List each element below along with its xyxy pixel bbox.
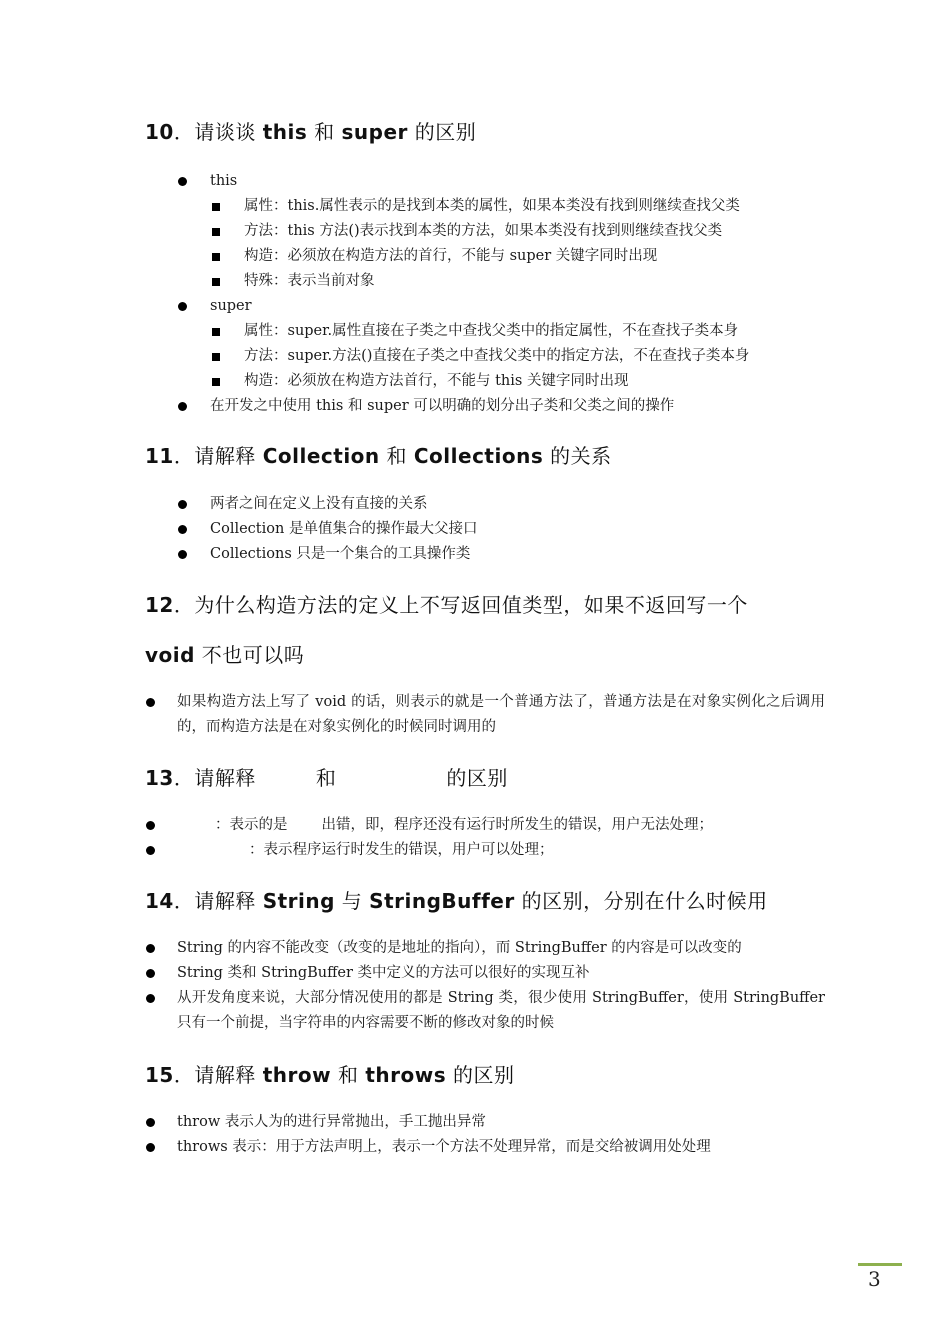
- bullet-dot-icon: [146, 994, 155, 1003]
- section-15-heading: 15．请解释 throw 和 throws 的区别: [145, 1063, 515, 1087]
- section-13-heading: 13．请解释 和 的区别: [145, 766, 508, 790]
- list-item: 从开发角度来说，大部分情况使用的都是 String 类，很少使用 StringBuffer，使用 StringBuffer 只有一个前提，当字符串的内容需要不断的修改对象的时候: [145, 986, 825, 1036]
- section-number: 15: [145, 1063, 174, 1087]
- list-item: 构造：必须放在构造方法首行，不能与 this 关键字同时出现: [145, 369, 825, 394]
- bullet-dot-icon: [146, 944, 155, 953]
- section-15: [145, 1061, 825, 1160]
- bullet-dot-icon: [178, 550, 187, 559]
- section-11-list: [145, 492, 825, 567]
- bullet-dot-icon: [178, 177, 187, 186]
- bullet-square-icon: [212, 353, 220, 361]
- section-14-heading: 14．请解释 String 与 StringBuffer 的区别，分别在什么时候用: [145, 889, 768, 913]
- section-12-list: [145, 690, 825, 740]
- bullet-square-icon: [212, 328, 220, 336]
- keyword: Collections: [413, 444, 544, 468]
- list-item: 属性：this.属性表示的是找到本类的属性，如果本类没有找到则继续查找父类: [145, 194, 825, 219]
- bullet-dot-icon: [146, 969, 155, 978]
- list-item: 构造：必须放在构造方法的首行，不能与 super 关键字同时出现: [145, 244, 825, 269]
- bullet-square-icon: [212, 278, 220, 286]
- section-14: [145, 887, 825, 1036]
- bullet-square-icon: [212, 203, 220, 211]
- list-item: 两者之间在定义上没有直接的关系: [145, 492, 825, 517]
- bullet-dot-icon: [146, 698, 155, 707]
- list-item: ：表示程序运行时发生的错误，用户可以处理；: [145, 838, 825, 863]
- section-13-list: [145, 813, 825, 863]
- bullet-dot-icon: [146, 1143, 155, 1152]
- section-10: [145, 118, 825, 419]
- section-11: [145, 442, 825, 567]
- list-item: throws 表示：用于方法声明上，表示一个方法不处理异常，而是交给被调用处处理: [145, 1135, 825, 1160]
- section-13: [145, 764, 825, 863]
- keyword: String: [262, 889, 335, 913]
- list-item: 方法：this 方法()表示找到本类的方法，如果本类没有找到则继续查找父类: [145, 219, 825, 244]
- bullet-dot-icon: [146, 821, 155, 830]
- list-item-this: this: [145, 169, 825, 194]
- bullet-square-icon: [212, 228, 220, 236]
- section-number: 14: [145, 889, 174, 913]
- bullet-dot-icon: [146, 846, 155, 855]
- list-item: ：表示的是 出错，即，程序还没有运行时所发生的错误，用户无法处理；: [145, 813, 825, 838]
- keyword: this: [262, 120, 308, 144]
- keyword: void: [145, 643, 195, 667]
- list-item: throw 表示人为的进行异常抛出，手工抛出异常: [145, 1110, 825, 1135]
- section-10-heading: 10．请谈谈 this 和 super 的区别: [145, 120, 477, 144]
- section-number: 11: [145, 444, 174, 468]
- bullet-dot-icon: [178, 525, 187, 534]
- list-item-super: super: [145, 294, 825, 319]
- list-item: 属性：super.属性直接在子类之中查找父类中的指定属性，不在查找子类本身: [145, 319, 825, 344]
- keyword: Collection: [262, 444, 380, 468]
- bullet-dot-icon: [178, 402, 187, 411]
- section-12: [145, 591, 825, 740]
- page-number: 3: [868, 1267, 881, 1291]
- list-item: String 类和 StringBuffer 类中定义的方法可以很好的实现互补: [145, 961, 825, 986]
- bullet-dot-icon: [146, 1118, 155, 1127]
- section-11-heading: 11．请解释 Collection 和 Collections 的关系: [145, 444, 612, 468]
- bullet-square-icon: [212, 253, 220, 261]
- list-item: 特殊：表示当前对象: [145, 269, 825, 294]
- keyword: super: [341, 120, 408, 144]
- list-item: Collection 是单值集合的操作最大父接口: [145, 517, 825, 542]
- list-item: Collections 只是一个集合的工具操作类: [145, 542, 825, 567]
- keyword: StringBuffer: [369, 889, 515, 913]
- section-10-list: [145, 169, 825, 419]
- keyword: throw: [262, 1063, 332, 1087]
- list-item: String 的内容不能改变（改变的是地址的指向），而 StringBuffer 的内容是可以改变的: [145, 936, 825, 961]
- section-15-list: [145, 1110, 825, 1160]
- keyword: throws: [365, 1063, 447, 1087]
- list-item: 方法：super.方法()直接在子类之中查找父类中的指定方法，不在查找子类本身: [145, 344, 825, 369]
- bullet-dot-icon: [178, 500, 187, 509]
- section-number: 13: [145, 766, 174, 790]
- section-14-list: [145, 936, 825, 1036]
- bullet-dot-icon: [178, 302, 187, 311]
- section-12-heading: 12．为什么构造方法的定义上不写返回值类型，如果不返回写一个: [145, 593, 748, 617]
- section-number: 12: [145, 593, 174, 617]
- list-item: 如果构造方法上写了 void 的话，则表示的就是一个普通方法了，普通方法是在对象实例化之后调用的，而构造方法是在对象实例化的时候同时调用的: [145, 690, 825, 740]
- list-item-summary: 在开发之中使用 this 和 super 可以明确的划分出子类和父类之间的操作: [145, 394, 825, 419]
- section-12-heading-cont: void 不也可以吗: [145, 643, 305, 667]
- section-number: 10: [145, 120, 174, 144]
- bullet-square-icon: [212, 378, 220, 386]
